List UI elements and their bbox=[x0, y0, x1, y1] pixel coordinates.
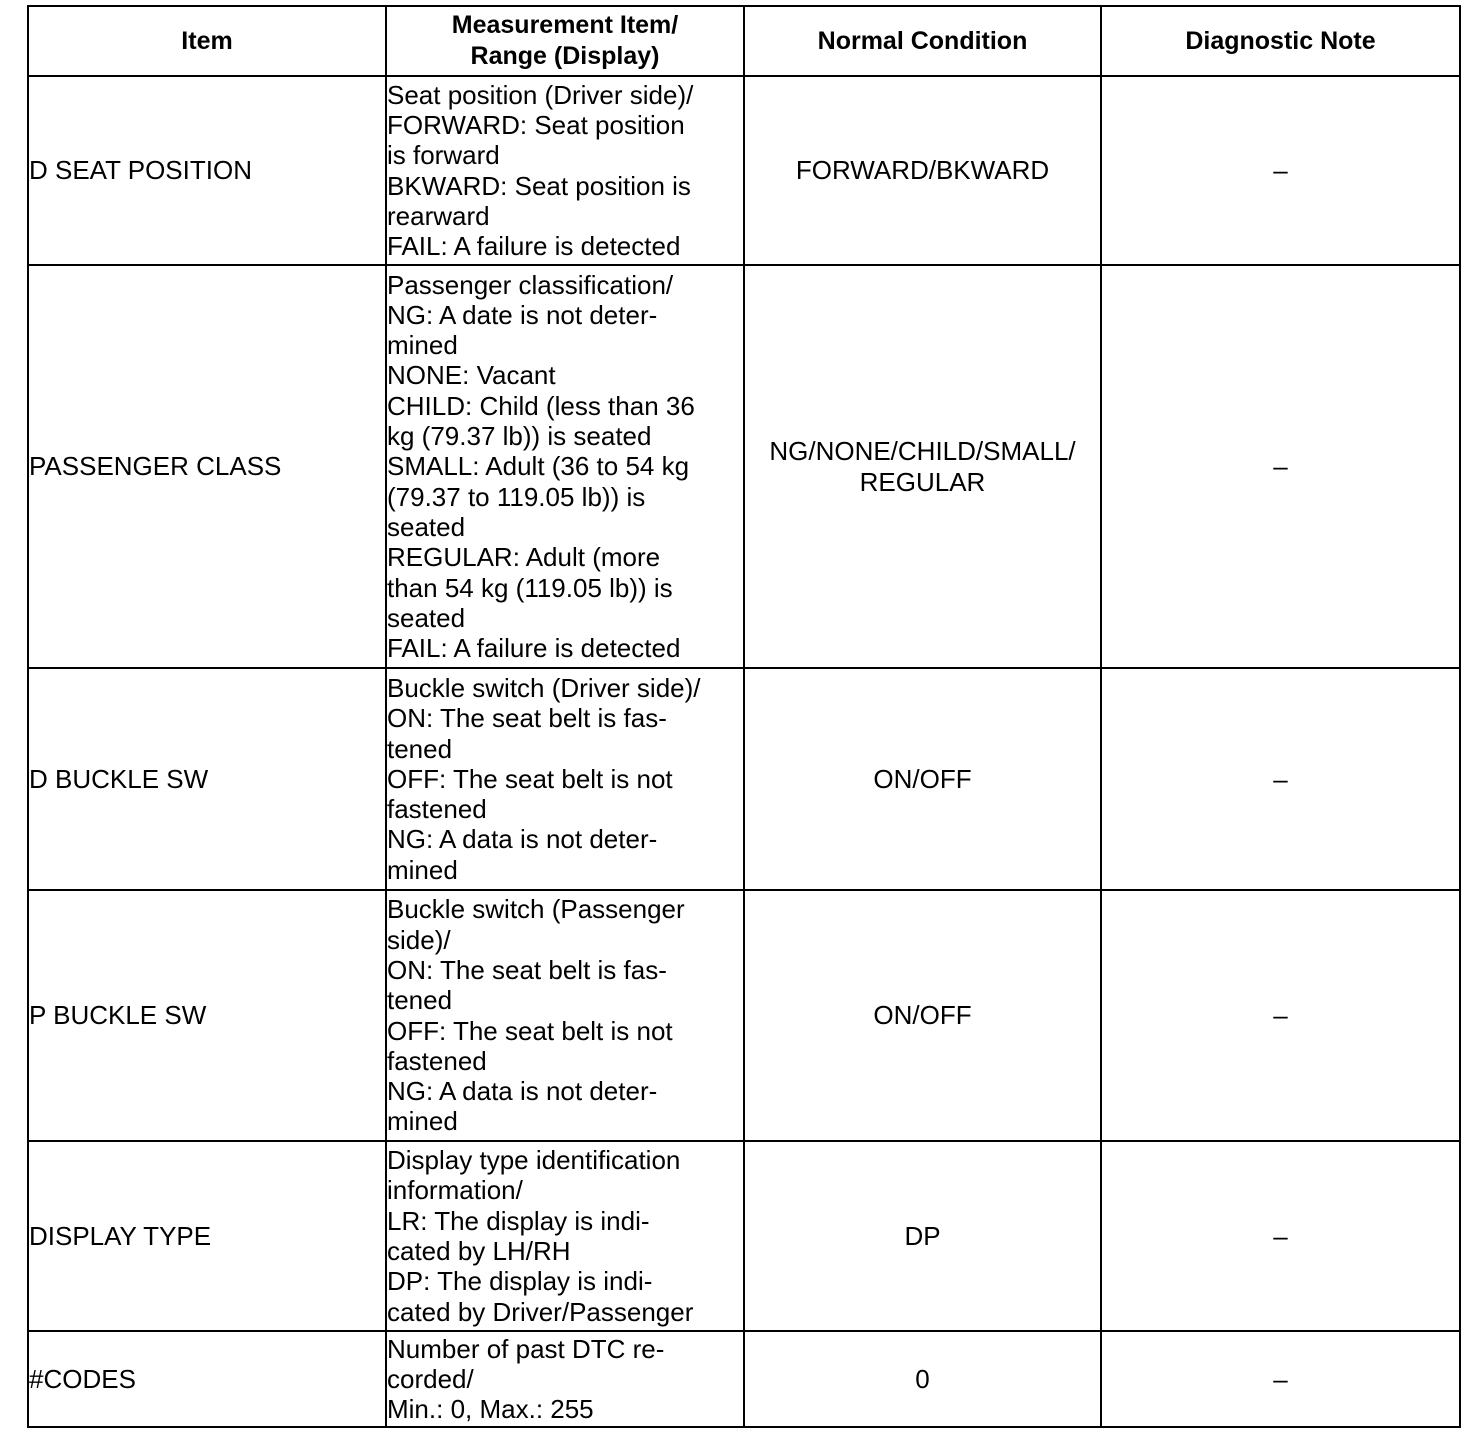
cell-normal-condition bbox=[744, 1331, 1101, 1427]
measurement-line: BKWARD: Seat position is bbox=[387, 170, 691, 201]
table-row bbox=[28, 1141, 1460, 1331]
measurement-line: (79.37 to 119.05 lb)) is bbox=[387, 481, 646, 512]
table-row bbox=[28, 668, 1460, 890]
normal-condition-line: REGULAR bbox=[859, 466, 986, 497]
header-item: Item bbox=[28, 6, 386, 76]
cell-normal-condition bbox=[744, 1141, 1101, 1331]
measurement-line: NG: A data is not deter- bbox=[387, 824, 658, 855]
cell-diagnostic-note: – bbox=[1101, 1331, 1460, 1427]
measurement-line: corded/ bbox=[387, 1363, 474, 1394]
cell-normal-condition bbox=[744, 76, 1101, 265]
measurement-line: cated by LH/RH bbox=[387, 1236, 571, 1266]
measurement-line: fastened bbox=[387, 794, 487, 825]
header-diagnostic-note: Diagnostic Note bbox=[1101, 6, 1460, 76]
table-row bbox=[28, 1331, 1460, 1427]
measurement-line: NG: A data is not deter- bbox=[387, 1076, 658, 1107]
measurement-line: LR: The display is indi- bbox=[387, 1205, 650, 1236]
header-measurement bbox=[386, 6, 744, 76]
cell-item: D BUCKLE SW bbox=[28, 668, 386, 890]
measurement-line: OFF: The seat belt is not bbox=[387, 763, 673, 794]
measurement-line: NONE: Vacant bbox=[387, 360, 556, 391]
normal-condition-line: 0 bbox=[915, 1363, 930, 1394]
cell-measurement bbox=[386, 668, 744, 890]
measurement-line: mined bbox=[387, 854, 458, 885]
measurement-line: Buckle switch (Driver side)/ bbox=[387, 672, 701, 703]
cell-item: D SEAT POSITION bbox=[28, 76, 386, 265]
header-measurement-line: Range (Display) bbox=[470, 42, 660, 70]
data-monitor-table bbox=[27, 5, 1461, 1428]
header-normal-condition: Normal Condition bbox=[744, 6, 1101, 76]
measurement-line: is forward bbox=[387, 140, 500, 171]
cell-item: DISPLAY TYPE bbox=[28, 1141, 386, 1331]
measurement-line: REGULAR: Adult (more bbox=[387, 542, 661, 573]
header-measurement-line: Measurement Item/ bbox=[451, 11, 679, 39]
measurement-line: DP: The display is indi- bbox=[387, 1266, 653, 1297]
measurement-line: Number of past DTC re- bbox=[387, 1333, 665, 1364]
measurement-line: NG: A date is not deter- bbox=[387, 299, 658, 330]
cell-diagnostic-note: – bbox=[1101, 890, 1460, 1141]
measurement-line: Display type identification bbox=[387, 1145, 681, 1176]
table-body bbox=[28, 76, 1460, 1427]
normal-condition-line: NG/NONE/CHILD/SMALL/ bbox=[769, 436, 1076, 467]
measurement-line: OFF: The seat belt is not bbox=[387, 1015, 673, 1046]
measurement-line: SMALL: Adult (36 to 54 kg bbox=[387, 451, 690, 482]
cell-normal-condition bbox=[744, 668, 1101, 890]
table-row bbox=[28, 76, 1460, 265]
normal-condition-line: ON/OFF bbox=[873, 1000, 972, 1031]
measurement-line: FAIL: A failure is detected bbox=[387, 231, 681, 262]
cell-measurement bbox=[386, 890, 744, 1141]
measurement-line: information/ bbox=[387, 1175, 523, 1206]
cell-diagnostic-note: – bbox=[1101, 76, 1460, 265]
table-header-row bbox=[28, 6, 1460, 76]
measurement-line: tened bbox=[387, 733, 453, 764]
measurement-line: seated bbox=[387, 602, 466, 633]
measurement-line: mined bbox=[387, 330, 458, 361]
cell-diagnostic-note: – bbox=[1101, 1141, 1460, 1331]
cell-item: PASSENGER CLASS bbox=[28, 265, 386, 668]
measurement-line: seated bbox=[387, 511, 466, 542]
normal-condition-line: DP bbox=[904, 1220, 941, 1251]
cell-measurement bbox=[386, 1141, 744, 1331]
measurement-line: Min.: 0, Max.: 255 bbox=[387, 1394, 594, 1425]
cell-measurement bbox=[386, 76, 744, 265]
cell-diagnostic-note: – bbox=[1101, 265, 1460, 668]
measurement-line: FAIL: A failure is detected bbox=[387, 633, 681, 664]
measurement-line: Passenger classification/ bbox=[387, 269, 674, 300]
measurement-line: than 54 kg (119.05 lb)) is bbox=[387, 572, 673, 603]
measurement-line: Seat position (Driver side)/ bbox=[387, 79, 694, 110]
normal-condition-line: FORWARD/BKWARD bbox=[795, 155, 1050, 186]
measurement-line: kg (79.37 lb)) is seated bbox=[387, 421, 652, 452]
measurement-line: cated by Driver/Passenger bbox=[387, 1296, 694, 1327]
measurement-line: rearward bbox=[387, 200, 490, 231]
cell-measurement bbox=[386, 1331, 744, 1427]
measurement-line: ON: The seat belt is fas- bbox=[387, 954, 667, 985]
table-row bbox=[28, 890, 1460, 1141]
cell-item: P BUCKLE SW bbox=[28, 890, 386, 1141]
cell-diagnostic-note: – bbox=[1101, 668, 1460, 890]
measurement-line: Buckle switch (Passenger bbox=[387, 894, 685, 925]
cell-item: #CODES bbox=[28, 1331, 386, 1427]
measurement-line: ON: The seat belt is fas- bbox=[387, 703, 667, 734]
measurement-line: FORWARD: Seat position bbox=[387, 109, 685, 140]
normal-condition-line: ON/OFF bbox=[873, 763, 972, 794]
measurement-line: tened bbox=[387, 985, 453, 1016]
cell-measurement bbox=[386, 265, 744, 668]
cell-normal-condition bbox=[744, 890, 1101, 1141]
measurement-line: fastened bbox=[387, 1045, 487, 1076]
cell-normal-condition bbox=[744, 265, 1101, 668]
measurement-line: CHILD: Child (less than 36 bbox=[387, 390, 695, 421]
measurement-line: side)/ bbox=[387, 924, 451, 955]
measurement-line: mined bbox=[387, 1106, 458, 1137]
table-row bbox=[28, 265, 1460, 668]
